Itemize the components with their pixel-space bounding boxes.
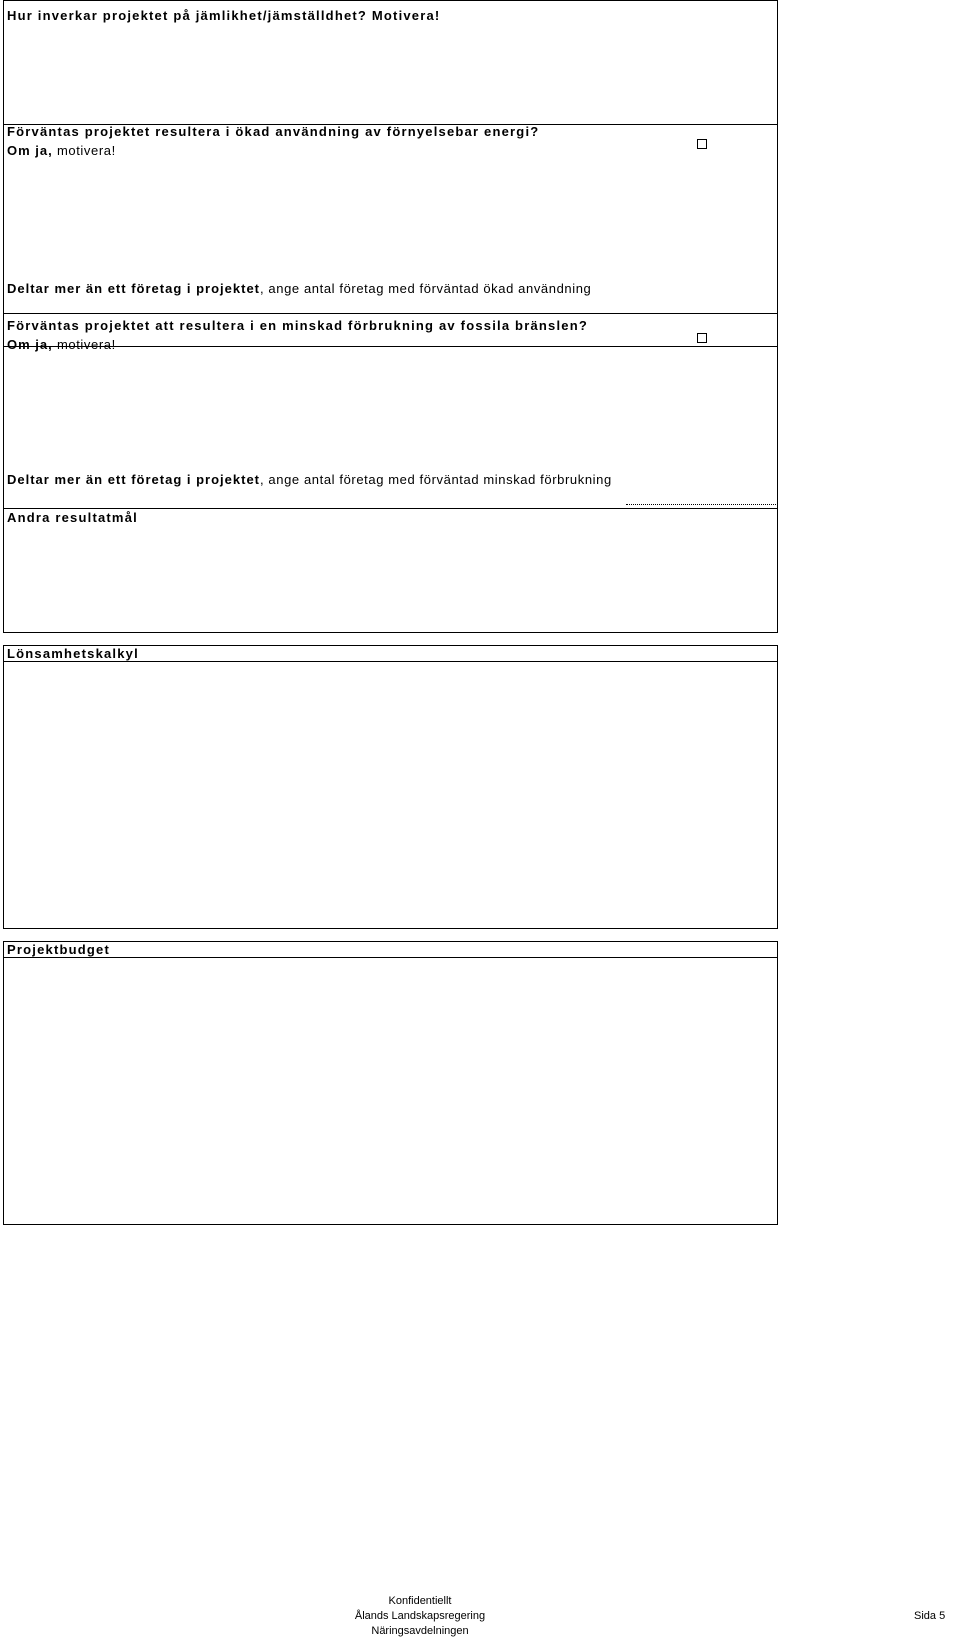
other-goals-title: Andra resultatmål	[7, 510, 138, 525]
renewable-energy-motivate	[7, 143, 116, 159]
page-number: Sida 5	[914, 1610, 946, 1622]
renewable-companies-bold: Deltar mer än ett företag i projektet	[7, 281, 260, 296]
renewable-motivate-rest: motivera!	[52, 143, 116, 158]
budget-box[interactable]	[3, 957, 778, 1225]
profitability-title: Lönsamhetskalkyl	[7, 646, 139, 661]
budget-title: Projektbudget	[7, 942, 110, 957]
fossil-companies-count-field[interactable]	[626, 504, 776, 505]
renewable-energy-question: Förväntas projektet resultera i ökad användning av förnyelsebar energi?	[7, 124, 540, 139]
fossil-motivate-rest: motivera!	[52, 337, 116, 352]
renewable-companies-label	[7, 281, 591, 297]
fossil-fuel-divider	[3, 346, 778, 347]
footer-confidential: Konfidentiellt	[388, 1595, 452, 1607]
fossil-companies-bold: Deltar mer än ett företag i projektet	[7, 472, 260, 487]
renewable-energy-checkbox[interactable]	[697, 139, 707, 149]
budget-header	[3, 941, 778, 958]
fossil-companies-rest: , ange antal företag med förväntad minskad förbrukning	[260, 472, 612, 487]
profitability-box[interactable]	[3, 661, 778, 929]
fossil-fuel-motivate	[7, 337, 116, 353]
fossil-fuel-checkbox[interactable]	[697, 333, 707, 343]
fossil-motivate-bold: Om ja,	[7, 337, 53, 352]
fossil-fuel-question: Förväntas projektet att resultera i en minskad förbrukning av fossila bränslen?	[7, 318, 588, 333]
fossil-companies-label	[7, 472, 612, 488]
renewable-companies-rest: , ange antal företag med förväntad ökad användning	[260, 281, 592, 296]
renewable-motivate-bold: Om ja,	[7, 143, 53, 158]
footer-organization: Ålands Landskapsregering	[354, 1610, 486, 1622]
gender-equality-question: Hur inverkar projektet på jämlikhet/jämställdhet? Motivera!	[7, 8, 441, 23]
footer-department: Näringsavdelningen	[371, 1625, 469, 1637]
other-goals-box[interactable]	[3, 508, 778, 633]
